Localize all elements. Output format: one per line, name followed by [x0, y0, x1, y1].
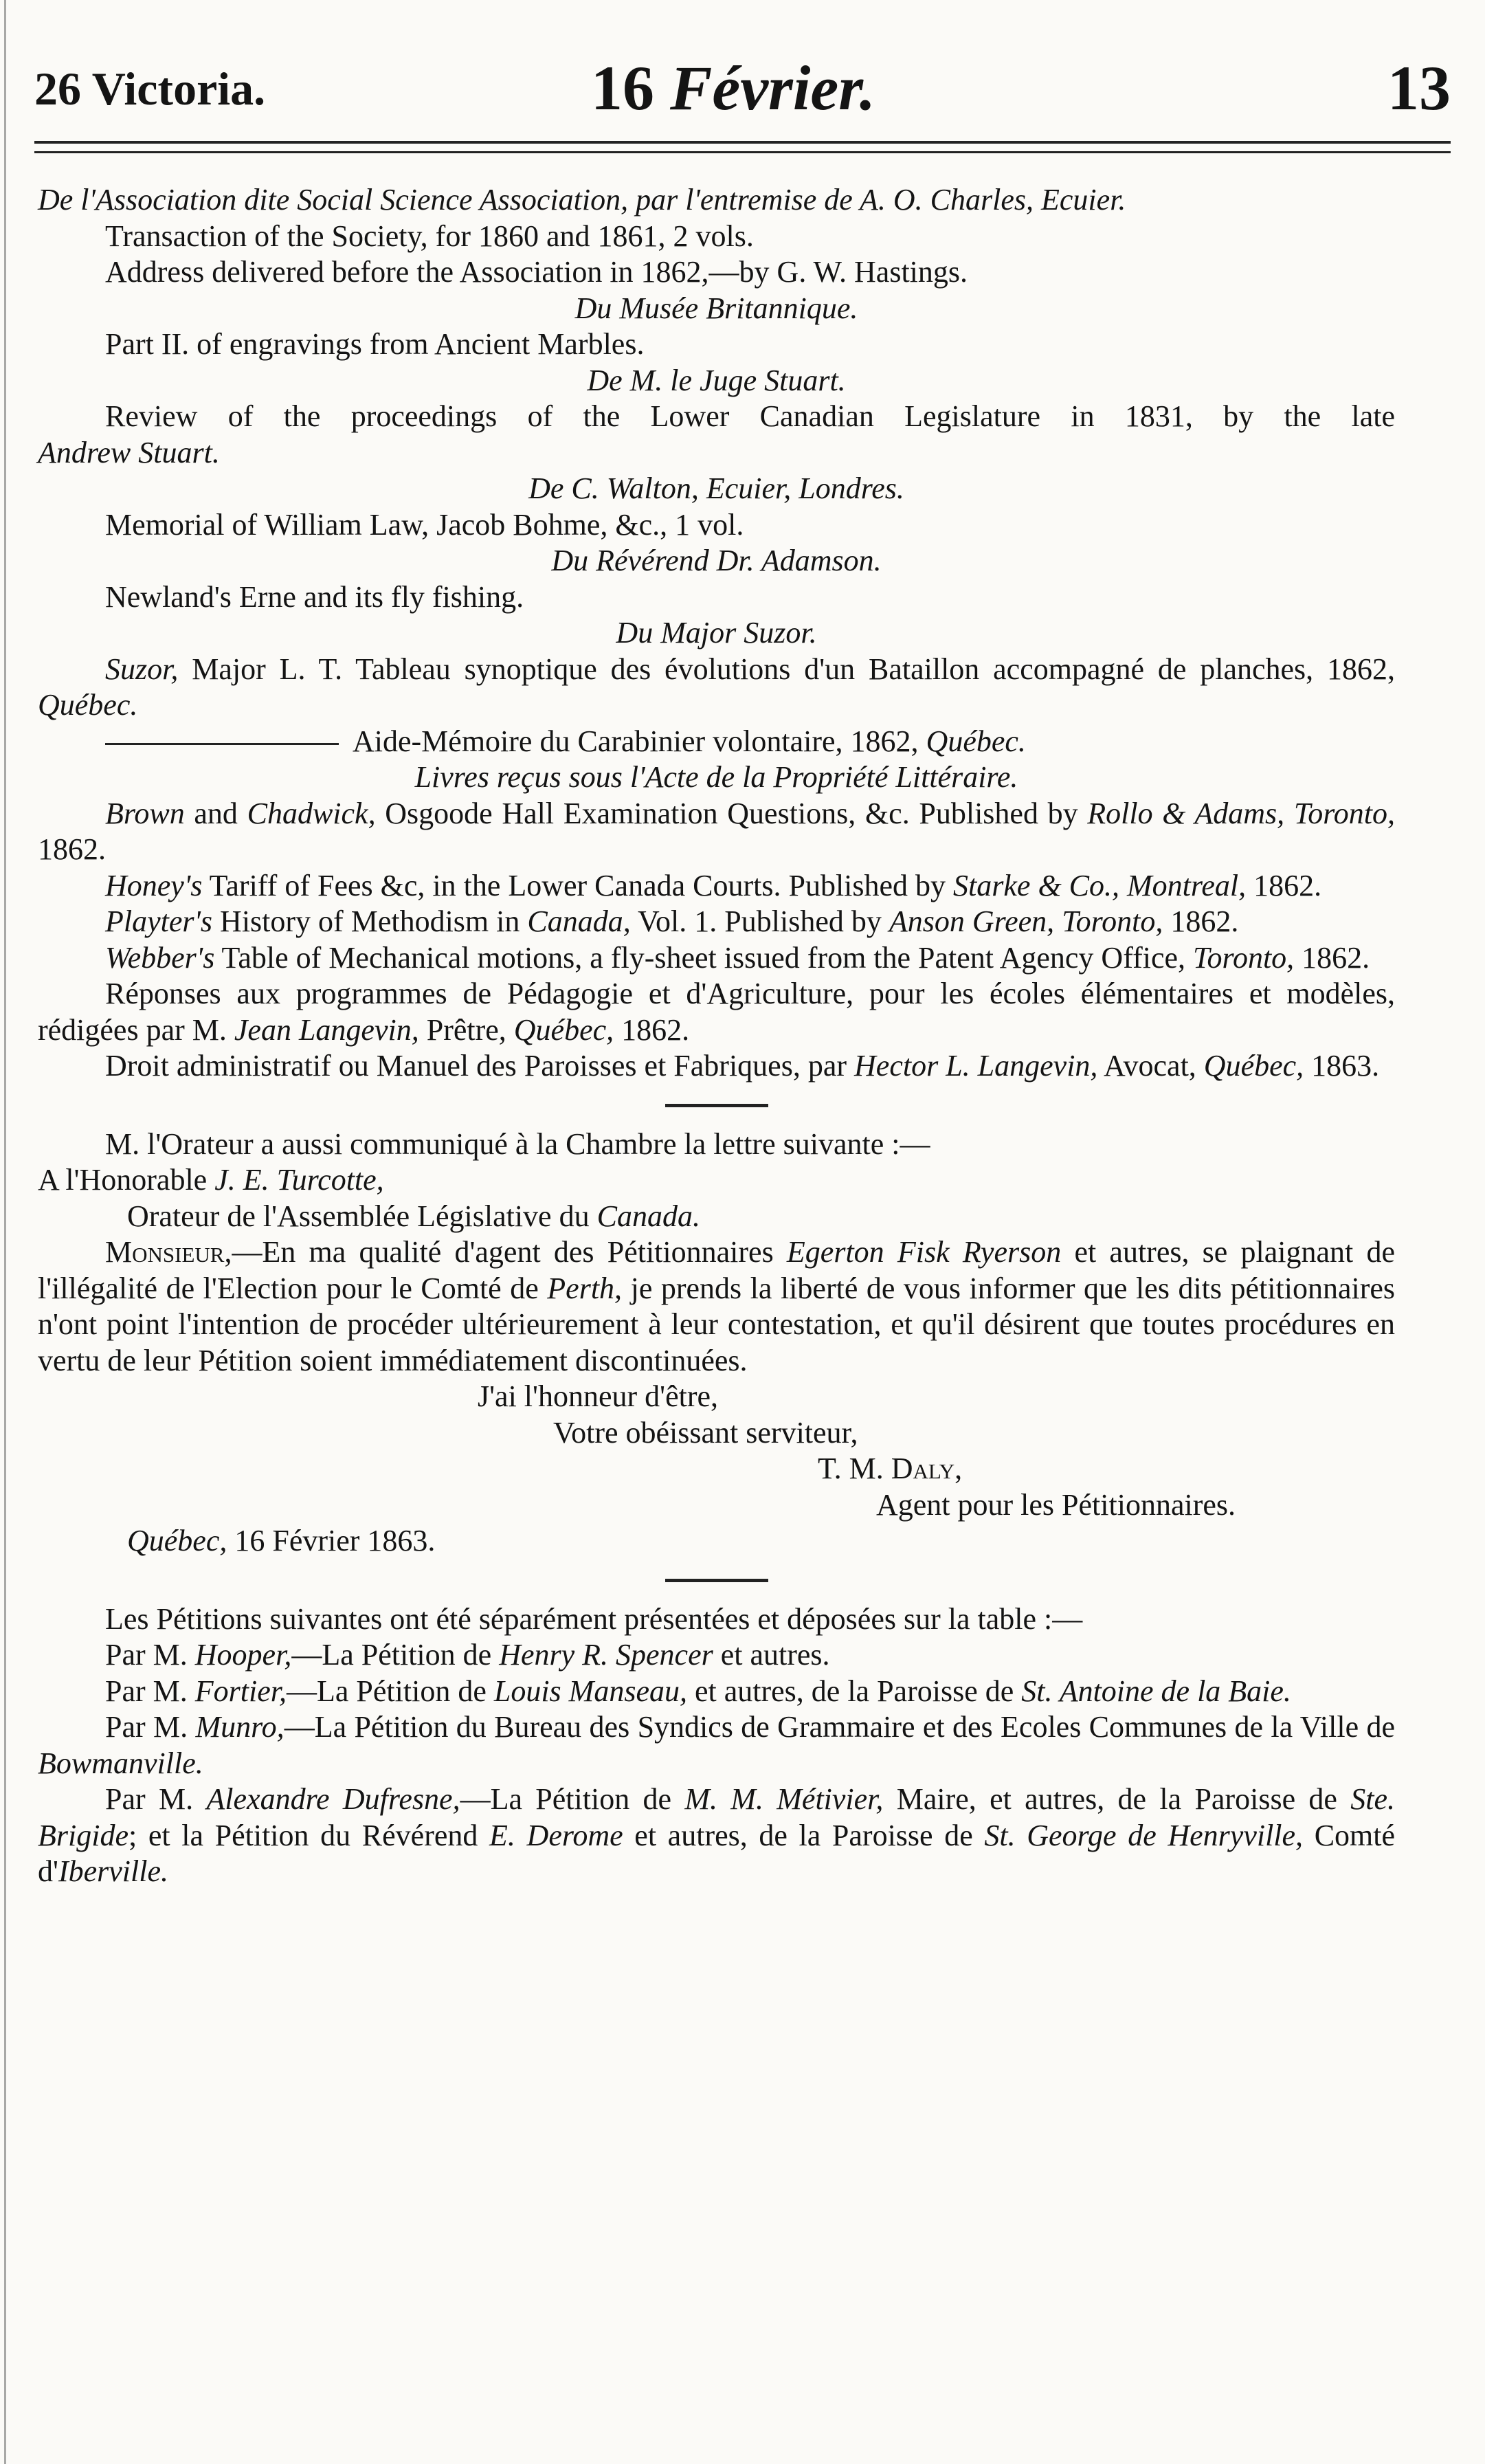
text: Tariff of Fees &c, in the Lower Canada Courts. Published by [209, 868, 946, 902]
letter-closing: J'ai l'honneur d'être, [478, 1379, 719, 1413]
text: Avocat, [1104, 1049, 1196, 1083]
list-item: Address delivered before the Association in 1862,—by G. W. Hastings. [105, 255, 968, 289]
text: et autres, de la Paroisse de [634, 1818, 973, 1852]
donor-line: Du Major Suzor. [616, 616, 817, 650]
text: je prends la liberté de vous informer que les dits pétitionnaires n'ont point l'intention de procéder ultérieurement à leur contestation, et qu'il désirent que toutes procédures en vertu de leur Pétition soient immédiatement discontinuées. [38, 1271, 1396, 1377]
petitions-intro: Les Pétitions suivantes ont été séparément présentées et déposées sur la table :— [105, 1601, 1083, 1636]
list-item [38, 724, 1395, 760]
letter-addressee-title [38, 1199, 1395, 1235]
list-item: Transaction of the Society, for 1860 and 1861, 2 vols. [105, 219, 754, 253]
donor-text: De l'Association dite [38, 183, 290, 217]
book-entry [38, 796, 1395, 868]
header-day: 16 [591, 53, 654, 123]
header-date [591, 52, 875, 124]
publisher: Anson Green, [889, 904, 1055, 938]
member: Fortier, [194, 1674, 287, 1708]
donor-line [38, 182, 1395, 219]
publisher: Rollo & Adams, Toronto, [1087, 796, 1395, 830]
author: Brown [105, 796, 185, 830]
petitioner: E. Derome [489, 1818, 623, 1852]
petition-entry [38, 1674, 1395, 1710]
text: —La Pétition de [460, 1782, 672, 1816]
petitioner: M. M. Métivier, [684, 1782, 884, 1816]
donor-line: Du Révérend Dr. Adamson. [551, 544, 882, 577]
text: Table of Mechanical motions, a fly-sheet issued from the Patent Agency Office, [221, 940, 1186, 975]
item-place: Québec. [926, 724, 1026, 758]
place: Canada. [596, 1199, 700, 1233]
book-entry [38, 904, 1395, 940]
text: History of Methodism in [220, 904, 520, 938]
city: Toronto, [1193, 940, 1295, 975]
place: Bowmanville. [38, 1746, 203, 1780]
place: St. George de Henryville, [984, 1818, 1304, 1852]
salutation: Monsieur, [105, 1235, 232, 1269]
place: Canada, [527, 904, 631, 938]
list-item: Memorial of William Law, Jacob Bohme, &c., 1 vol. [105, 507, 744, 542]
ditto-rule [105, 743, 339, 745]
text: et autres, de la Paroisse de [694, 1674, 1014, 1708]
petitioner: Henry R. Spencer [499, 1638, 713, 1672]
letter-body [38, 1234, 1395, 1379]
header-rule-bottom [34, 151, 1451, 153]
text: et autres, se plaignant de l'illégalité de l'Election pour le Comté de [38, 1235, 1396, 1305]
item-author: Andrew Stuart. [38, 435, 220, 469]
text: and [194, 796, 238, 830]
petition-entry [38, 1709, 1395, 1782]
petitioner: Louis Manseau, [493, 1674, 687, 1708]
header-rule-top [34, 141, 1451, 144]
letter-signer-title: Agent pour les Pétitionnaires. [876, 1487, 1236, 1522]
letter-addressee [38, 1162, 1395, 1199]
letter-signature: T. M. Daly, [818, 1452, 963, 1485]
text: ; et la Pétition du Révérend [128, 1818, 478, 1852]
item-text: Aide-Mémoire du Carabinier volontaire, 1862, [353, 724, 919, 758]
addressee-name: J. E. Turcotte, [214, 1163, 384, 1197]
year: 1862. [621, 1012, 690, 1047]
date: 16 Février 1863. [234, 1524, 436, 1557]
author: Honey's [105, 868, 203, 902]
list-item [38, 652, 1395, 724]
year: 1862. [1170, 904, 1239, 938]
donor-line: De M. le Juge Stuart. [587, 363, 846, 397]
member: Alexandre Dufresne, [206, 1782, 460, 1816]
text: —La Pétition de [291, 1638, 492, 1672]
text: Droit administratif ou Manuel des Paroisses et Fabriques, par [105, 1049, 847, 1083]
author: Playter's [105, 904, 213, 938]
place: Perth, [547, 1271, 623, 1305]
city: Toronto, [1062, 904, 1163, 938]
page-number: 13 [1387, 53, 1451, 123]
item-text: Major L. T. Tableau synoptique des évolutions d'un Bataillon accompagné de planches, 1862, [192, 652, 1395, 686]
item-text: Review of the proceedings of the Lower Canadian Legislature in 1831, by the late [105, 399, 1395, 433]
names: Egerton Fisk Ryerson [786, 1235, 1062, 1269]
donor-line: Du Musée Britannique. [574, 291, 858, 325]
letter-closing: Votre obéissant serviteur, [553, 1415, 858, 1450]
author: Jean Langevin, [234, 1012, 419, 1047]
header-month: Février. [670, 53, 875, 123]
text: Par M. [105, 1710, 188, 1744]
list-item [38, 399, 1395, 435]
section-heading: Livres reçus sous l'Acte de la Propriété Littéraire. [414, 760, 1018, 794]
petition-entry [38, 1782, 1395, 1890]
list-item: Part II. of engravings from Ancient Marbles. [105, 327, 645, 361]
city: Québec, [1203, 1049, 1304, 1083]
member: Munro, [195, 1710, 284, 1744]
text: Orateur de l'Assemblée Législative du [127, 1199, 590, 1233]
text: Vol. 1. Published by [637, 904, 882, 938]
text: Prêtre, [426, 1012, 506, 1047]
text: Par M. [105, 1782, 194, 1816]
running-header [34, 55, 1451, 137]
book-entry [38, 940, 1395, 977]
book-entry [38, 1048, 1395, 1085]
section-divider [665, 1579, 768, 1582]
donor-text: Social Science Association, [297, 183, 629, 217]
header-regnal-year: 26 Victoria. [34, 63, 266, 115]
year: 1862. [38, 832, 106, 866]
city: Montreal, [1127, 868, 1247, 902]
text: Comté d' [38, 1818, 1396, 1888]
text: Par M. [105, 1674, 188, 1708]
petition-entry [38, 1637, 1395, 1674]
book-entry [38, 868, 1395, 904]
author: Chadwick, [247, 796, 376, 830]
place: St. Antoine de la Baie. [1021, 1674, 1291, 1708]
year: 1862. [1253, 868, 1322, 902]
text: Osgoode Hall Examination Questions, &c. Published by [385, 796, 1078, 830]
text: Maire, et autres, de la Paroisse de [896, 1782, 1337, 1816]
city: Québec, [513, 1012, 614, 1047]
text: Par M. [105, 1638, 188, 1672]
section-divider [665, 1104, 768, 1107]
text: —En ma qualité d'agent des Pétitionnaires [232, 1235, 774, 1269]
place: Ste. Brigide [38, 1782, 1396, 1852]
publisher: Starke & Co., [953, 868, 1120, 902]
text: —La Pétition de [287, 1674, 487, 1708]
year: 1863. [1311, 1049, 1380, 1083]
place: Québec, [127, 1524, 227, 1557]
author: Webber's [105, 940, 215, 975]
author: Hector L. Langevin, [854, 1049, 1098, 1083]
text: —La Pétition du Bureau des Syndics de Grammaire et des Ecoles Communes de la Ville de [284, 1710, 1395, 1744]
item-author: Suzor, [105, 652, 179, 686]
text: Réponses aux programmes de Pédagogie et d'Agriculture, pour les écoles élémentaires et modèles, rédigées par M. [38, 977, 1395, 1047]
letter-dateline [38, 1523, 1395, 1560]
member: Hooper, [194, 1638, 292, 1672]
donor-line: De C. Walton, Ecuier, Londres. [528, 471, 904, 505]
donor-text: par l'entremise de A. O. Charles, Ecuier. [636, 183, 1126, 217]
item-place: Québec. [38, 688, 138, 722]
text: A l'Honorable [38, 1163, 208, 1197]
place: Iberville. [58, 1854, 168, 1888]
year: 1862. [1302, 940, 1370, 975]
list-item: Newland's Erne and its fly fishing. [105, 579, 524, 614]
letter-intro: M. l'Orateur a aussi communiqué à la Chambre la lettre suivante :— [105, 1126, 930, 1161]
book-entry [38, 976, 1395, 1048]
scan-edge [4, 0, 6, 2464]
page-body [38, 182, 1395, 1890]
text: et autres. [720, 1638, 830, 1672]
